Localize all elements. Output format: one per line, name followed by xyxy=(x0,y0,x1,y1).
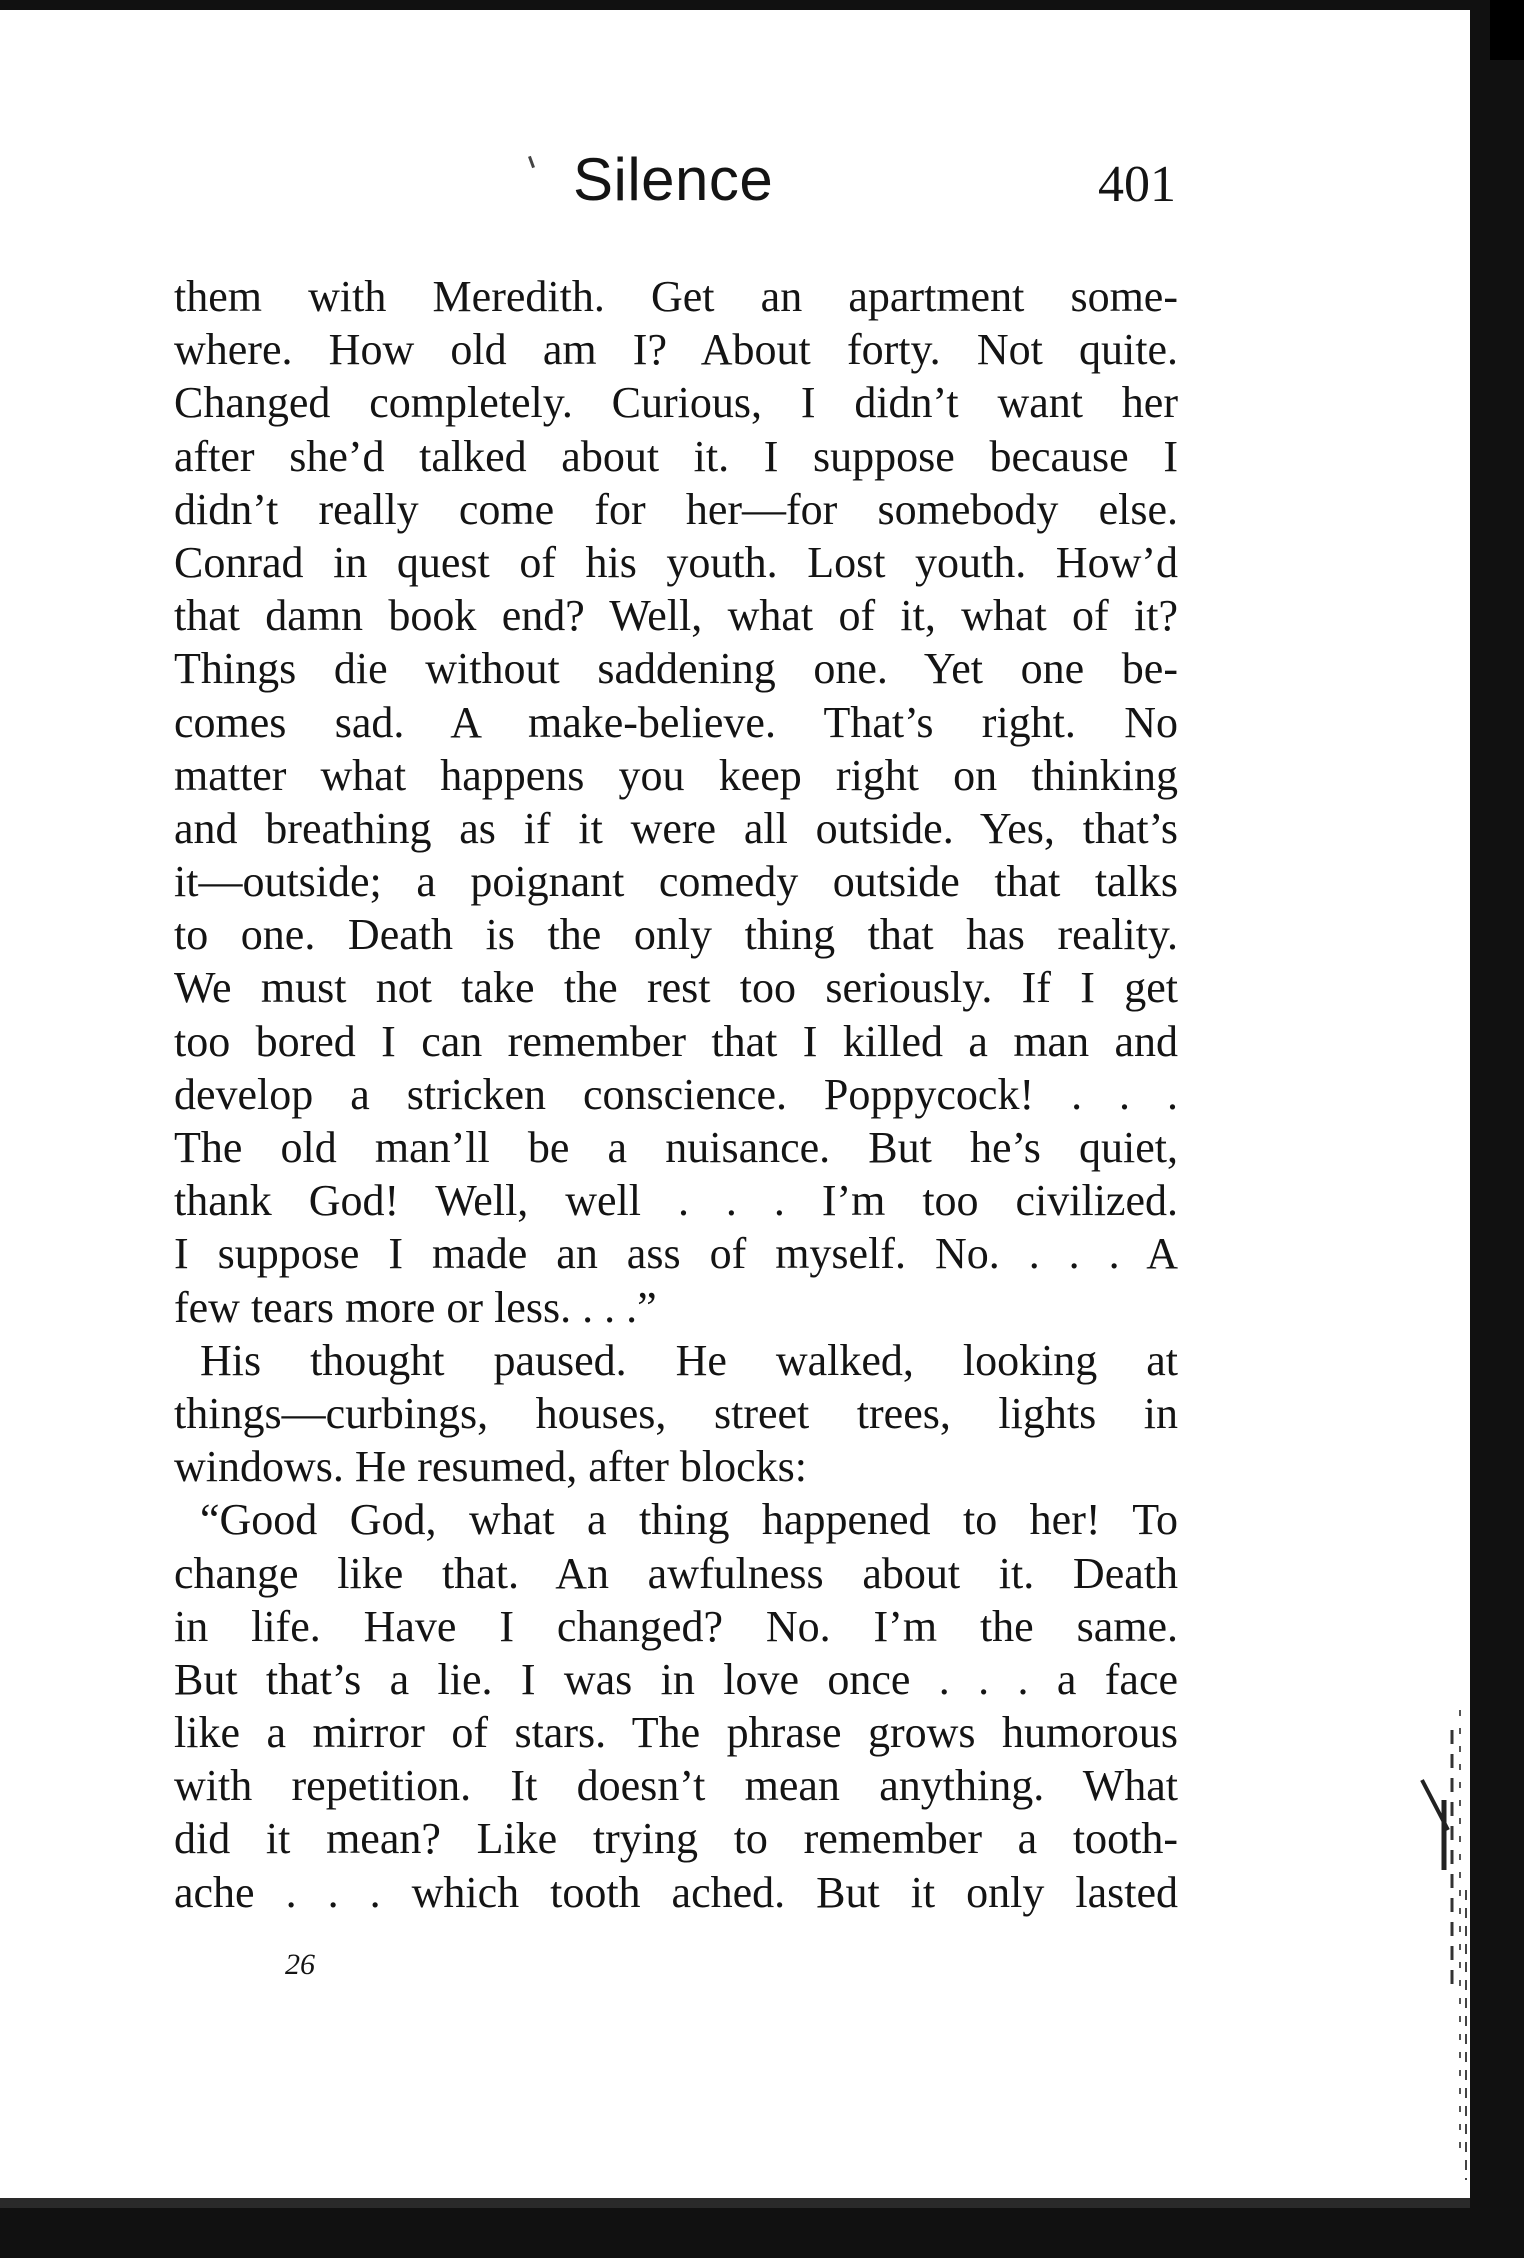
running-title: Silence xyxy=(573,146,774,213)
scan-border-top xyxy=(0,0,1500,10)
text-line: I suppose I made an ass of myself. No. . . . A xyxy=(174,1229,1178,1279)
text-line: ache . . . which tooth ached. But it only lasted xyxy=(174,1867,1178,1917)
text-line: Changed completely. Curious, I didn’t want her xyxy=(174,378,1178,428)
text-line: and breathing as if it were all outside. Yes, that’s xyxy=(174,803,1178,853)
signature-mark: 26 xyxy=(285,1948,315,1981)
text-line: change like that. An awfulness about it. Death xyxy=(174,1548,1178,1598)
paragraph-start-line: “Good God, what a thing happened to her! To xyxy=(200,1495,1178,1545)
scan-border-bottom xyxy=(0,2208,1524,2258)
text-line: things—curbings, houses, street trees, lights in xyxy=(174,1388,1178,1438)
text-line: did it mean? Like trying to remember a tooth- xyxy=(174,1814,1178,1864)
text-line: them with Meredith. Get an apartment some- xyxy=(174,272,1178,321)
text-line: matter what happens you keep right on thinking xyxy=(174,750,1178,800)
text-line: develop a stricken conscience. Poppycock! . . . xyxy=(174,1069,1178,1119)
text-line: it—outside; a poignant comedy outside that talks xyxy=(174,857,1178,907)
text-line: where. How old am I? About forty. Not quite. xyxy=(174,325,1178,375)
text-line: in life. Have I changed? No. I’m the same. xyxy=(174,1601,1178,1651)
binding-edge-marks xyxy=(1418,1690,1470,2190)
body-text xyxy=(174,270,1178,1919)
text-line: like a mirror of stars. The phrase grows humorous xyxy=(174,1708,1178,1758)
text-line: with repetition. It doesn’t mean anything. What xyxy=(174,1761,1178,1811)
scan-border-corner xyxy=(1490,0,1524,60)
text-line: Things die without saddening one. Yet one be- xyxy=(174,644,1178,694)
text-line: We must not take the rest too seriously. If I get xyxy=(174,963,1178,1013)
text-line: too bored I can remember that I killed a man and xyxy=(174,1016,1178,1066)
paragraph-start-line: His thought paused. He walked, looking at xyxy=(200,1335,1178,1385)
page-number: 401 xyxy=(1098,156,1176,213)
scan-border-right xyxy=(1470,0,1524,2258)
text-line: comes sad. A make-believe. That’s right. No xyxy=(174,697,1178,747)
text-line: few tears more or less. . . .” xyxy=(174,1282,657,1332)
text-line: thank God! Well, well . . . I’m too civilized. xyxy=(174,1176,1178,1226)
text-line: The old man’ll be a nuisance. But he’s quiet, xyxy=(174,1123,1178,1172)
text-line: windows. He resumed, after blocks: xyxy=(174,1442,807,1492)
ink-speck xyxy=(528,156,535,168)
text-line: Conrad in quest of his youth. Lost youth. How’d xyxy=(174,537,1178,587)
text-line: that damn book end? Well, what of it, what of it? xyxy=(174,591,1178,641)
text-line: to one. Death is the only thing that has reality. xyxy=(174,910,1178,960)
text-line: But that’s a lie. I was in love once . . . a face xyxy=(174,1654,1178,1704)
text-line: didn’t really come for her—for somebody else. xyxy=(174,484,1178,534)
page-header xyxy=(0,140,1524,230)
text-line: after she’d talked about it. I suppose because I xyxy=(174,431,1178,481)
